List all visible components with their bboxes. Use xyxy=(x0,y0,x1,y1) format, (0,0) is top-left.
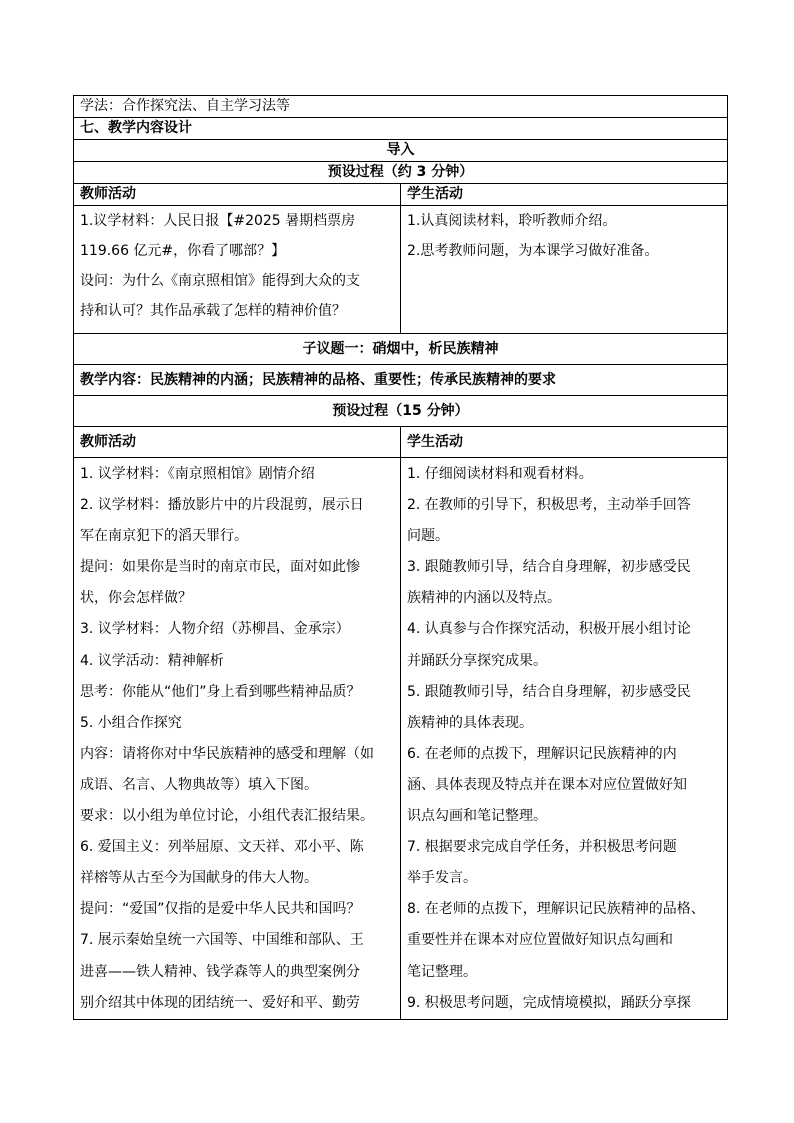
main-student-activity-header: 学生活动 xyxy=(401,427,728,458)
student-activity-header: 学生活动 xyxy=(401,184,728,206)
main-teacher-line: 内容：请将你对中华民族精神的感受和理解（如 xyxy=(80,745,374,762)
main-teacher-line: 思考：你能从“他们”身上看到哪些精神品质？ xyxy=(80,683,361,700)
main-student-cell xyxy=(401,458,728,1020)
main-student-line: 4. 认真参与合作探究活动，积极开展小组讨论 xyxy=(407,621,691,638)
main-teacher-line: 3. 议学材料：人物介绍（苏柳昌、金承宗） xyxy=(80,621,350,638)
main-teacher-line: 2. 议学材料：播放影片中的片段混剪，展示日 xyxy=(80,497,364,514)
study-method-cell: 学法：合作探究法、自主学习法等 xyxy=(74,96,728,118)
main-teacher-line: 6. 爱国主义：列举屈原、文天祥、邓小平、陈 xyxy=(80,839,364,856)
intro-process-heading: 预设过程（约 3 分钟） xyxy=(74,162,728,184)
main-teacher-line: 状，你会怎样做？ xyxy=(80,590,192,607)
main-column-headers xyxy=(74,427,728,458)
main-teacher-line: 提问：“爱国”仅指的是爱中华人民共和国吗？ xyxy=(80,901,361,918)
intro-heading-row xyxy=(74,140,728,162)
main-student-line: 1. 仔细阅读材料和观看材料。 xyxy=(407,466,593,482)
main-student-line: 族精神的具体表现。 xyxy=(407,714,533,731)
intro-column-headers xyxy=(74,184,728,206)
teaching-content-row xyxy=(74,365,728,396)
section-title-row xyxy=(74,118,728,140)
main-teacher-line: 进喜——铁人精神、钱学森等人的典型案例分 xyxy=(80,963,360,980)
main-student-line: 举手发言。 xyxy=(407,870,477,887)
lesson-plan-page xyxy=(73,95,728,1020)
main-student-line: 3. 跟随教师引导，结合自身理解，初步感受民 xyxy=(407,559,691,576)
main-student-line: 族精神的内涵以及特点。 xyxy=(407,590,561,607)
main-teacher-cell xyxy=(74,458,401,1020)
main-process-heading: 预设过程（15 分钟） xyxy=(74,396,728,427)
main-student-line: 6. 在老师的点拨下，理解识记民族精神的内 xyxy=(407,745,677,762)
sub-topic-row xyxy=(74,334,728,365)
main-student-line: 5. 跟随教师引导，结合自身理解，初步感受民 xyxy=(407,683,691,700)
study-method-row xyxy=(74,96,728,118)
section-title: 七、教学内容设计 xyxy=(74,118,728,140)
intro-teacher-line: 1.议学材料：人民日报【#2025 暑期档票房 xyxy=(80,213,356,229)
main-teacher-line: 7. 展示秦始皇统一六国等、中国维和部队、王 xyxy=(80,932,364,949)
main-teacher-line: 提问：如果你是当时的南京市民，面对如此惨 xyxy=(80,559,360,576)
intro-teacher-line: 设问：为什么《南京照相馆》能得到大众的支 xyxy=(80,273,360,289)
intro-process-row xyxy=(74,162,728,184)
teaching-content: 教学内容：民族精神的内涵；民族精神的品格、重要性；传承民族精神的要求 xyxy=(74,365,728,396)
intro-teacher-cell xyxy=(74,206,401,334)
main-student-line: 7. 根据要求完成自学任务，并积极思考问题 xyxy=(407,839,677,856)
main-student-line: 9. 积极思考问题，完成情境模拟，踊跃分享探 xyxy=(407,994,691,1011)
sub-topic-heading: 子议题一：硝烟中，析民族精神 xyxy=(74,334,728,365)
intro-student-line: 2.思考教师问题，为本课学习做好准备。 xyxy=(407,243,659,259)
intro-activity-row xyxy=(74,206,728,334)
main-teacher-line: 5. 小组合作探究 xyxy=(80,714,182,731)
intro-student-cell xyxy=(401,206,728,334)
main-teacher-line: 成语、名言、人物典故等）填入下图。 xyxy=(80,776,318,793)
main-student-line: 重要性并在课本对应位置做好知识点勾画和 xyxy=(407,932,673,949)
main-teacher-line: 别介绍其中体现的团结统一、爱好和平、勤劳 xyxy=(80,994,360,1011)
main-student-line: 并踊跃分享探究成果。 xyxy=(407,652,547,669)
main-teacher-line: 4. 议学活动：精神解析 xyxy=(80,652,224,669)
main-teacher-line: 要求：以小组为单位讨论，小组代表汇报结果。 xyxy=(80,808,374,825)
lesson-plan-table xyxy=(73,95,728,1020)
intro-heading: 导入 xyxy=(74,140,728,162)
teacher-activity-header: 教师活动 xyxy=(74,184,401,206)
main-student-line: 8. 在老师的点拨下，理解识记民族精神的品格、 xyxy=(407,901,705,918)
main-student-line: 识点勾画和笔记整理。 xyxy=(407,808,547,825)
main-student-line: 2. 在教师的引导下，积极思考，主动举手回答 xyxy=(407,497,691,514)
intro-student-line: 1.认真阅读材料，聆听教师介绍。 xyxy=(407,213,617,229)
main-student-line: 涵、具体表现及特点并在课本对应位置做好知 xyxy=(407,776,687,793)
intro-teacher-line: 持和认可？其作品承载了怎样的精神价值？ xyxy=(80,303,346,319)
main-teacher-line: 祥榕等从古至今为国献身的伟大人物。 xyxy=(80,870,318,887)
main-activity-row xyxy=(74,458,728,1020)
main-teacher-activity-header: 教师活动 xyxy=(74,427,401,458)
main-teacher-line: 军在南京犯下的滔天罪行。 xyxy=(80,528,248,545)
main-teacher-line: 1. 议学材料：《南京照相馆》剧情介绍 xyxy=(80,466,315,482)
main-student-line: 问题。 xyxy=(407,528,449,545)
main-student-line: 笔记整理。 xyxy=(407,963,477,980)
main-process-row xyxy=(74,396,728,427)
intro-teacher-line: 119.66 亿元#，你看了哪部？】 xyxy=(80,243,286,259)
